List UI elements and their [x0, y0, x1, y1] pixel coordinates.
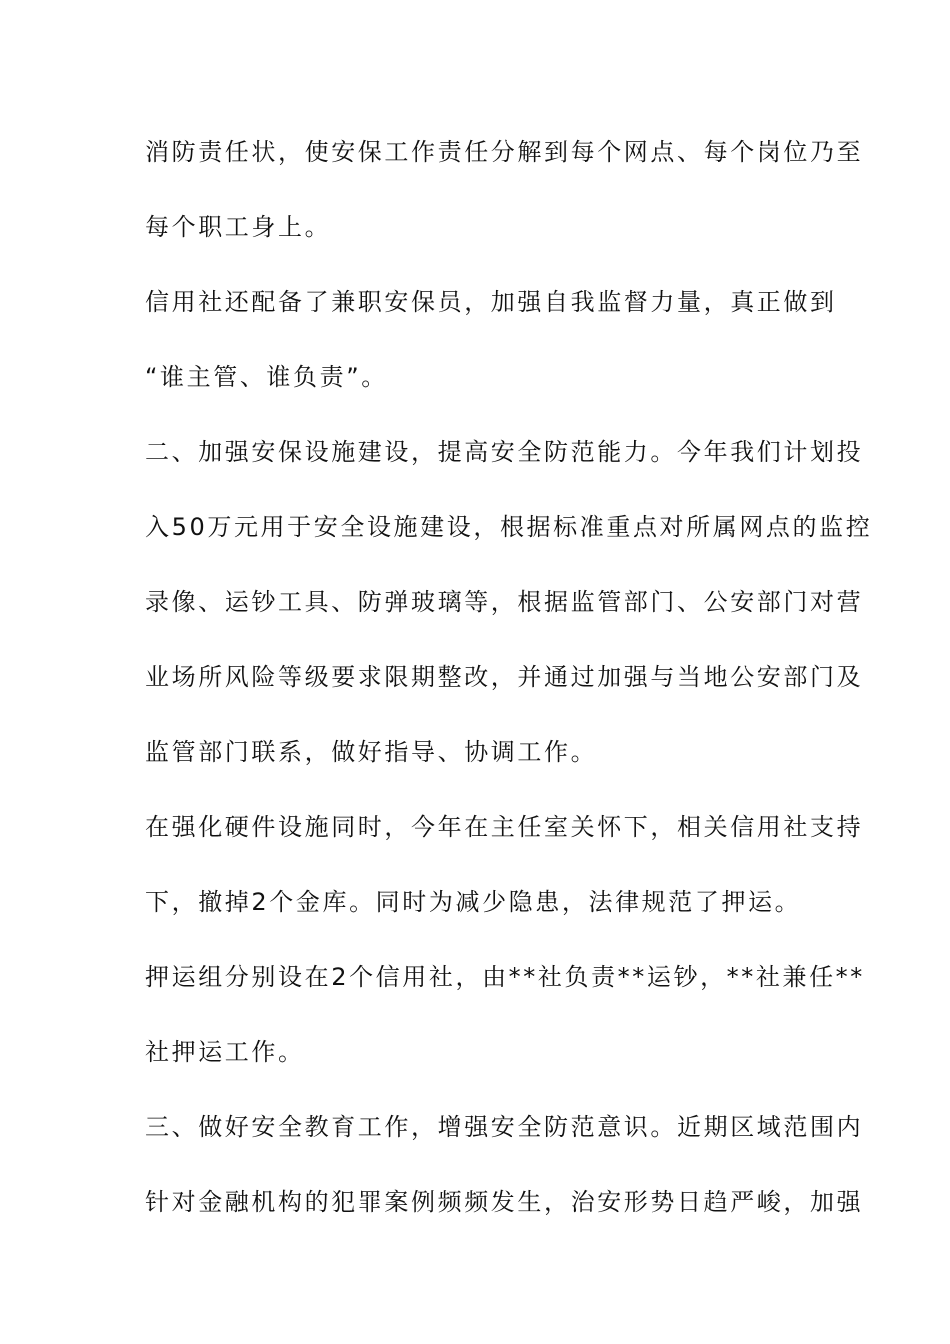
- text-line: 在强化硬件设施同时，今年在主任室关怀下，相关信用社支持: [145, 813, 864, 841]
- text-line: 信用社还配备了兼职安保员，加强自我监督力量，真正做到: [145, 288, 837, 316]
- text-line: 消防责任状，使安保工作责任分解到每个网点、每个岗位乃至: [145, 138, 864, 166]
- text-line: 押运组分别设在2个信用社，由**社负责**运钞，**社兼任**: [145, 963, 865, 991]
- text-line: 入50万元用于安全设施建设，根据标准重点对所属网点的监控: [145, 513, 873, 541]
- text-line: 每个职工身上。: [145, 213, 332, 241]
- text-line: 下，撤掉2个金库。同时为减少隐患，法律规范了押运。: [145, 888, 802, 916]
- text-line: 社押运工作。: [145, 1038, 305, 1066]
- text-line: 二、加强安保设施建设，提高安全防范能力。今年我们计划投: [145, 438, 864, 466]
- text-line: 三、做好安全教育工作，增强安全防范意识。近期区域范围内: [145, 1113, 864, 1141]
- text-line: 针对金融机构的犯罪案例频频发生，治安形势日趋严峻，加强: [145, 1188, 864, 1216]
- text-line: 业场所风险等级要求限期整改，并通过加强与当地公安部门及: [145, 663, 864, 691]
- text-line: “谁主管、谁负责”。: [145, 363, 388, 391]
- text-line: 录像、运钞工具、防弹玻璃等，根据监管部门、公安部门对营: [145, 588, 864, 616]
- text-line: 监管部门联系，做好指导、协调工作。: [145, 738, 598, 766]
